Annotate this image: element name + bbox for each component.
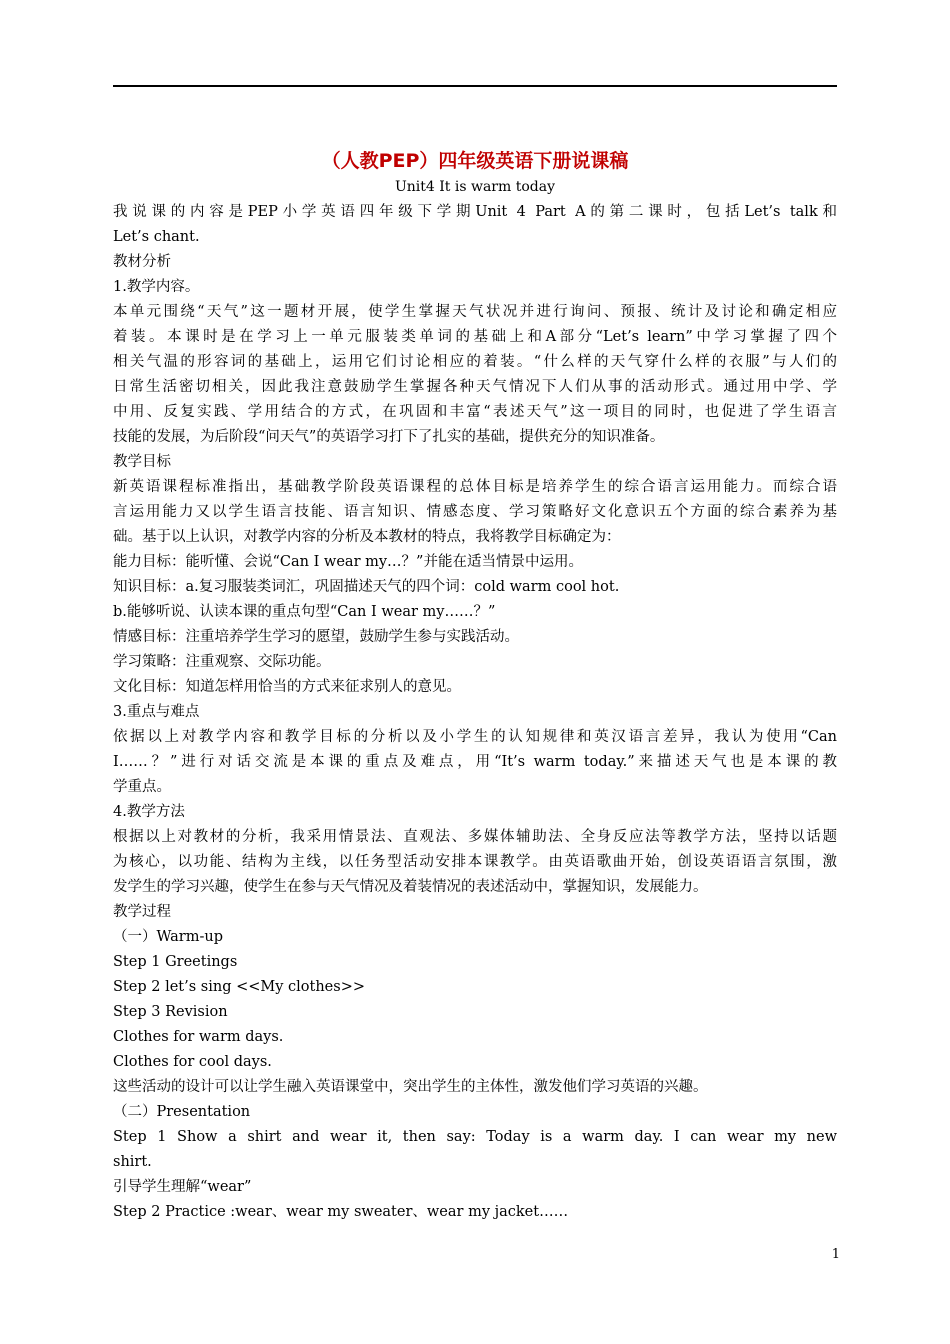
text-line: 本单元围绕“天气”这一题材开展，使学生掌握天气状况并进行询问、预报、统计及讨论和确定相应 (113, 304, 837, 320)
text-line: 引导学生理解“wear” (113, 1179, 252, 1195)
text-line: Step 2 let’s sing <<My clothes>> (113, 979, 366, 995)
document-title: （人教PEP）四年级英语下册说课稿 (321, 150, 629, 172)
text-line: 新英语课程标准指出，基础教学阶段英语课程的总体目标是培养学生的综合语言运用能力。而综合语 (113, 479, 837, 495)
text-line: I……？”进行对话交流是本课的重点及难点，用“It’s warm today.”来描述天气也是本课的教 (113, 754, 837, 770)
text-line: 教学目标 (113, 454, 171, 470)
text-line: 能力目标：能听懂、会说“Can I wear my…？”并能在适当情景中运用。 (113, 554, 583, 570)
text-line: Step 1 Show a shirt and wear it, then say: Today is a warm day. I can wear my new (113, 1129, 837, 1145)
text-line: 础。基于以上认识，对教学内容的分析及本教材的特点，我将教学目标确定为： (113, 529, 621, 545)
text-line: 学重点。 (113, 779, 171, 795)
text-line: Let’s chant. (113, 229, 200, 245)
text-line: 这些活动的设计可以让学生融入英语课堂中，突出学生的主体性，激发他们学习英语的兴趣。 (113, 1079, 708, 1095)
text-line: Step 2 Practice :wear、wear my sweater、wear my jacket…… (113, 1204, 569, 1220)
text-line: Step 1 Greetings (113, 954, 238, 970)
text-line: 知识目标：a.复习服装类词汇，巩固描述天气的四个词：cold warm cool hot. (113, 579, 620, 595)
text-line: 着装。本课时是在学习上一单元服装类单词的基础上和A部分“Let’s learn”中学习掌握了四个 (113, 329, 837, 345)
text-line: 言运用能力又以学生语言技能、语言知识、情感态度、学习策略好文化意识五个方面的综合素养为基 (113, 504, 837, 520)
text-line: 1.教学内容。 (113, 279, 200, 295)
text-line: Step 3 Revision (113, 1004, 228, 1020)
text-line: 教学过程 (113, 904, 171, 920)
text-line: 情感目标：注重培养学生学习的愿望，鼓励学生参与实践活动。 (113, 629, 519, 645)
text-line: （一）Warm-up (113, 929, 223, 945)
text-line: Clothes for warm days. (113, 1029, 284, 1045)
text-line: 教材分析 (113, 254, 171, 270)
text-line: 发学生的学习兴趣，使学生在参与天气情况及着装情况的表述活动中，掌握知识，发展能力。 (113, 879, 708, 895)
header-rule (113, 85, 837, 87)
text-line: 为核心，以功能、结构为主线，以任务型活动安排本课教学。由英语歌曲开始，创设英语语言氛围，激 (113, 854, 837, 870)
text-line: 根据以上对教材的分析，我采用情景法、直观法、多媒体辅助法、全身反应法等教学方法，坚持以话题 (113, 829, 837, 845)
text-line: shirt. (113, 1154, 152, 1170)
text-line: 相关气温的形容词的基础上，运用它们讨论相应的着装。“什么样的天气穿什么样的衣服”与人们的 (113, 354, 837, 370)
document-subtitle: Unit4 It is warm today (394, 179, 555, 195)
text-line: 依据以上对教学内容和教学目标的分析以及小学生的认知规律和英汉语言差异，我认为使用“Can (113, 729, 837, 745)
text-line: 学习策略：注重观察、交际功能。 (113, 654, 331, 670)
text-line: 文化目标：知道怎样用恰当的方式来征求别人的意见。 (113, 679, 461, 695)
text-line: （二）Presentation (113, 1104, 251, 1120)
text-line: 4.教学方法 (113, 804, 185, 820)
page-number: 1 (831, 1247, 840, 1262)
text-line: 中用、反复实践、学用结合的方式，在巩固和丰富“表述天气”这一项目的同时，也促进了学生语言 (113, 404, 837, 420)
text-line: 3.重点与难点 (113, 704, 200, 720)
text-line: 我说课的内容是PEP小学英语四年级下学期Unit 4 Part A的第二课时，包括Let’s talk和 (113, 204, 837, 220)
document-body (113, 200, 837, 1225)
text-line: 技能的发展，为后阶段“问天气”的英语学习打下了扎实的基础，提供充分的知识准备。 (113, 429, 665, 445)
text-line: 日常生活密切相关，因此我注意鼓励学生掌握各种天气情况下人们从事的活动形式。通过用中学、学 (113, 379, 837, 395)
text-line: Clothes for cool days. (113, 1054, 272, 1070)
text-line: b.能够听说、认读本课的重点句型“Can I wear my……？” (113, 604, 496, 620)
